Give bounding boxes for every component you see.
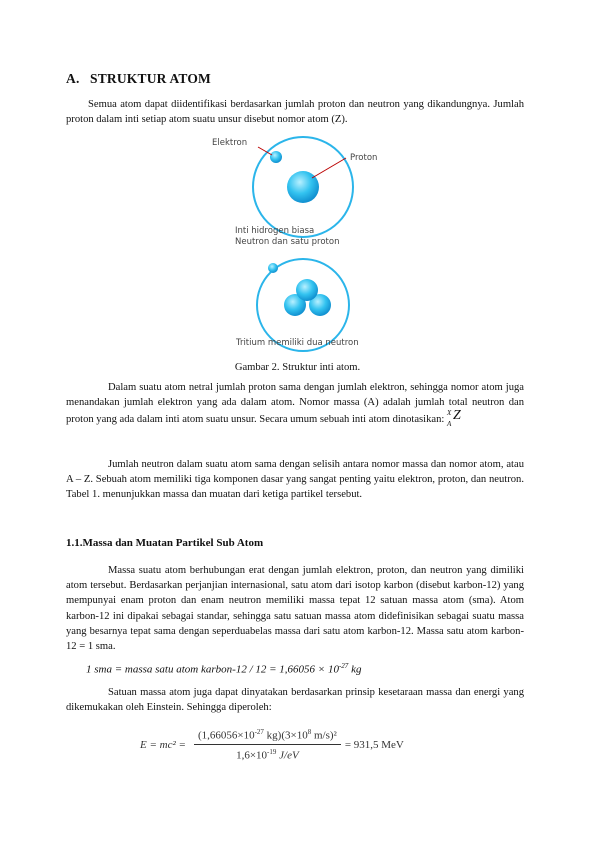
energy-formula bbox=[140, 728, 404, 761]
formula-numerator: ($1,66056\times 10^{-27}$ $kg)(3\times 10^8$ m/s)² bbox=[197, 728, 337, 742]
section-title: STRUKTUR ATOM bbox=[90, 71, 211, 86]
tritium-proton bbox=[296, 279, 318, 301]
sma-definition: 1 sma = massa satu atom karbon-12 / $12 = 1,66056 \times 10^{-27}$ kg bbox=[86, 662, 362, 676]
figure-caption: Gambar 2. Struktur inti atom. bbox=[234, 362, 361, 373]
intro-paragraph: Semua atom dapat diidentifikasi berdasarkan jumlah proton dan neutron yang dikandungnya. Jumlah proton dalam inti setiap atom suatu unsur disebut nomor atom (Z). bbox=[66, 99, 524, 126]
top-caption-line-2: Neutron dan satu proton bbox=[235, 237, 340, 247]
formula-rhs: = 931,5 MeV bbox=[344, 738, 404, 751]
paragraph-netral: Dalam suatu atom netral jumlah proton sama dengan jumlah elektron, sehingga nomor atom juga menandakan jumlah elektron yang ada dalam atom. Nomor massa (A) adalah jumlah total neutron dan proton yang ada dalam inti atom suatu unsur. Secara umum sebuah inti atom dinotasikan: X A Z bbox=[66, 382, 524, 429]
proton-label: Proton bbox=[350, 153, 378, 163]
section-heading bbox=[66, 71, 211, 87]
paragraph-neutron: Jumlah neutron dalam suatu atom sama dengan selisih antara nomor massa dan nomor atom, atau A – Z. Sebuah atom memiliki tiga komponen dasar yang sangat penting yaitu elektron, proton, dan neutron. Tabel 1. menunjukkan massa dan muatan dari ketiga partikel tersebut. bbox=[66, 459, 524, 501]
bottom-caption: Tritium memiliki dua neutron bbox=[236, 338, 359, 348]
atom-structure-figure bbox=[200, 130, 400, 355]
nuclide-notation: X A Z bbox=[447, 408, 461, 429]
electron-label: Elektron bbox=[212, 138, 248, 148]
tritium-electron bbox=[268, 263, 278, 273]
formula-denominator: $1,6\times 10^{-19}$ J/eV bbox=[194, 744, 341, 762]
formula-fraction bbox=[194, 728, 341, 761]
paragraph-einstein: Satuan massa atom juga dapat dinyatakan berdasarkan prinsip kesetaraan massa dan energi yang dikemukakan oleh Einstein. Sehingga diperoleh: bbox=[66, 687, 524, 714]
subsection-heading: 1.1.Massa dan Muatan Partikel Sub Atom bbox=[66, 537, 264, 549]
proton-ball bbox=[287, 171, 319, 203]
electron-dot bbox=[270, 151, 282, 163]
top-caption-line-1: Inti hidrogen biasa bbox=[235, 226, 315, 236]
section-number: A. bbox=[66, 71, 80, 86]
formula-lhs: E = mc² = bbox=[140, 738, 186, 751]
proton-pointer bbox=[312, 158, 346, 178]
paragraph-massa: Massa suatu atom berhubungan erat dengan jumlah elektron, proton, dan neutron yang dimiliki atom tersebut. Berdasarkan perjanjian internasional, satu atom dari isotop karbon (disebut karbon-12) yang mempunyai enam proton dan enam neutron memiliki massa tepat 12 satuan massa atom (sma). Atom karbon-12 ini dipakai sebagai standar, sehingga satu satuan massa atom didefinisikan sebagai suatu massa yang besarnya tepat sama dengan seperduabelas massa dari satu atom karbon-12. Massa satu atom karbon-12 = 1 sma. bbox=[66, 565, 524, 653]
